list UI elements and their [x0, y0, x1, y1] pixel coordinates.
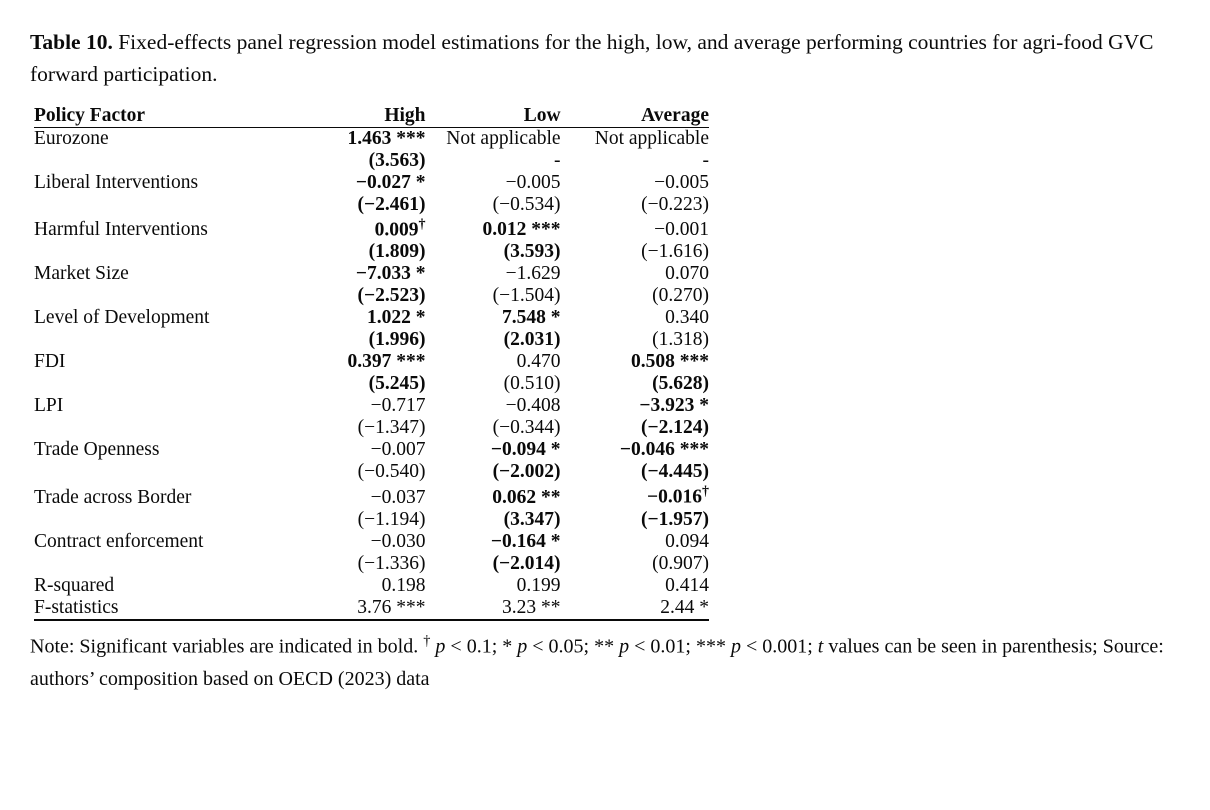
note-p2: p [512, 635, 528, 658]
table-row [34, 172, 709, 194]
coefficient-cell: −0.007 [370, 439, 426, 460]
coefficient-cell: −7.033 * [355, 263, 426, 284]
t-value-cell: (−2.461) [357, 193, 426, 215]
table-row [34, 483, 709, 509]
t-value-cell: (5.245) [368, 373, 426, 394]
coefficient-cell: 0.009† [374, 215, 426, 240]
t-value-cell: (−0.534) [492, 193, 561, 215]
table-caption [30, 26, 1180, 91]
t-value-cell: (0.270) [652, 285, 709, 306]
regression-table [34, 105, 709, 621]
table-row [34, 531, 709, 553]
note-text-d: < 0.01; [629, 635, 696, 658]
table-row [34, 439, 709, 461]
summary-label: R-squared [34, 574, 115, 596]
column-header-low: Low [523, 104, 561, 126]
t-value-cell: (5.628) [652, 373, 709, 394]
coefficient-cell: −0.046 *** [619, 439, 709, 460]
summary-value-cell: 0.198 [381, 574, 426, 596]
coefficient-cell: 0.070 [665, 263, 709, 284]
coefficient-cell: 0.012 *** [482, 219, 561, 240]
table-row [34, 127, 709, 150]
note-text-c: < 0.05; [527, 635, 595, 658]
row-label-spacer [34, 194, 292, 216]
summary-value-cell: 2.44 * [561, 597, 709, 620]
row-label: LPI [34, 395, 64, 416]
coefficient-cell: −3.923 * [639, 395, 709, 416]
note-t: t [817, 635, 824, 658]
column-header-high: High [384, 104, 426, 126]
note-star3: *** [695, 635, 726, 658]
summary-label: F-statistics [34, 597, 292, 620]
t-value-cell: - [554, 149, 561, 171]
t-value-cell: (−1.957) [641, 508, 709, 530]
note-p4: p [725, 635, 741, 658]
table-row-tvalues [34, 417, 709, 439]
coefficient-cell: −1.629 [505, 263, 561, 284]
note-star1: * [502, 635, 513, 658]
column-header-policy-factor: Policy Factor [34, 104, 145, 126]
coefficient-cell: Not applicable [446, 127, 561, 149]
coefficient-cell: −0.094 * [490, 439, 561, 460]
coefficient-cell: −0.717 [370, 395, 426, 416]
row-label: Liberal Interventions [34, 171, 199, 193]
summary-value-cell: 0.199 [516, 574, 561, 596]
summary-value-cell: 3.23 ** [426, 597, 561, 620]
t-value-cell: (1.318) [652, 329, 709, 350]
t-value-cell: (0.510) [503, 373, 561, 394]
t-value-cell: (−2.002) [492, 461, 561, 482]
coefficient-cell: −0.005 [505, 171, 561, 193]
t-value-cell: (−0.344) [492, 417, 561, 438]
coefficient-cell: 0.397 *** [347, 351, 426, 372]
t-value-cell: (−2.124) [641, 417, 709, 438]
table-row [34, 216, 709, 242]
table-row-tvalues [34, 373, 709, 395]
summary-value-cell: 3.76 *** [292, 597, 425, 620]
row-label: Trade across Border [34, 486, 192, 508]
table-row-tvalues [34, 329, 709, 351]
coefficient-cell: −0.164 * [490, 530, 561, 552]
table-note [30, 630, 1180, 695]
note-p1: p [430, 635, 446, 658]
coefficient-cell: −0.037 [370, 486, 426, 508]
summary-value-cell: 0.414 [665, 574, 709, 596]
coefficient-cell: −0.408 [505, 395, 561, 416]
t-value-cell: (−4.445) [641, 461, 709, 482]
table-row-tvalues [34, 461, 709, 483]
coefficient-cell: 0.508 *** [631, 351, 709, 372]
note-text-e: < 0.001; [740, 635, 818, 658]
row-label: Level of Development [34, 307, 210, 328]
coefficient-cell: −0.030 [370, 530, 426, 552]
t-value-cell: (−1.504) [492, 285, 561, 306]
table-row [34, 307, 709, 329]
table-header [34, 105, 709, 128]
table-row-tvalues [34, 194, 709, 216]
table-row-tvalues [34, 509, 709, 531]
t-value-cell: (1.809) [368, 241, 426, 262]
t-value-cell: (−1.336) [357, 552, 426, 574]
note-text-a: Note: Significant variables are indicated in bold. [30, 635, 424, 658]
row-label: FDI [34, 351, 66, 372]
caption-label: Table 10. [30, 30, 113, 54]
column-header-average: Average [641, 104, 709, 126]
coefficient-cell: Not applicable [594, 127, 709, 149]
row-label-spacer [34, 241, 292, 263]
t-value-cell: (−2.523) [357, 285, 426, 306]
dagger-marker: † [701, 483, 709, 499]
row-label-spacer [34, 553, 292, 575]
coefficient-cell: −0.001 [654, 219, 709, 240]
table-summary-row [34, 597, 709, 620]
coefficient-cell: −0.005 [654, 171, 709, 193]
t-value-cell: (1.996) [368, 329, 426, 350]
coefficient-cell: 7.548 * [502, 307, 561, 328]
t-value-cell: (−1.347) [357, 417, 426, 438]
dagger-marker: † [418, 215, 426, 232]
t-value-cell: (−2.014) [492, 552, 561, 574]
coefficient-cell: −0.016† [646, 483, 709, 508]
note-star2: ** [594, 635, 615, 658]
table-row-tvalues [34, 553, 709, 575]
row-label: Eurozone [34, 127, 109, 149]
table-row [34, 351, 709, 373]
coefficient-cell: 0.470 [516, 351, 561, 372]
row-label: Trade Openness [34, 439, 160, 460]
coefficient-cell: 0.094 [665, 530, 709, 552]
row-label-spacer [34, 509, 292, 531]
t-value-cell: (3.347) [503, 508, 561, 530]
table-summary-row [34, 575, 709, 597]
coefficient-cell: 0.340 [665, 307, 709, 328]
table-row-tvalues [34, 150, 709, 172]
row-label-spacer [34, 461, 292, 483]
t-value-cell: (−0.540) [357, 461, 426, 482]
t-value-cell: (3.563) [368, 149, 426, 171]
row-label: Market Size [34, 263, 129, 284]
note-text-f: values can be seen in parenthesis; Source: authors’ composition based on OECD (2023) data [30, 635, 1164, 690]
t-value-cell: (3.593) [503, 241, 561, 262]
row-label: Harmful Interventions [34, 219, 208, 240]
coefficient-cell: 1.022 * [367, 307, 426, 328]
row-label-spacer [34, 329, 292, 351]
t-value-cell: (2.031) [503, 329, 561, 350]
row-label: Contract enforcement [34, 530, 204, 552]
table-row [34, 263, 709, 285]
row-label-spacer [34, 373, 292, 395]
table-row-tvalues [34, 285, 709, 307]
t-value-cell: (0.907) [652, 552, 709, 574]
table-row [34, 395, 709, 417]
coefficient-cell: 0.062 ** [492, 486, 561, 508]
row-label-spacer [34, 150, 292, 172]
row-label-spacer [34, 285, 292, 307]
t-value-cell: (−1.194) [357, 508, 426, 530]
t-value-cell: - [702, 149, 709, 171]
t-value-cell: (−0.223) [641, 193, 709, 215]
coefficient-cell: 1.463 *** [347, 127, 426, 149]
caption-text: Fixed-effects panel regression model estimations for the high, low, and average performing countries for agri-food GVC forward participation. [30, 30, 1154, 87]
note-text-b: < 0.1; [445, 635, 503, 658]
table-body [34, 127, 709, 620]
table-row-tvalues [34, 241, 709, 263]
note-p3: p [614, 635, 630, 658]
t-value-cell: (−1.616) [641, 241, 709, 262]
coefficient-cell: −0.027 * [355, 171, 426, 193]
table-header-row [34, 105, 709, 127]
note-dagger: † [423, 632, 431, 649]
row-label-spacer [34, 417, 292, 439]
